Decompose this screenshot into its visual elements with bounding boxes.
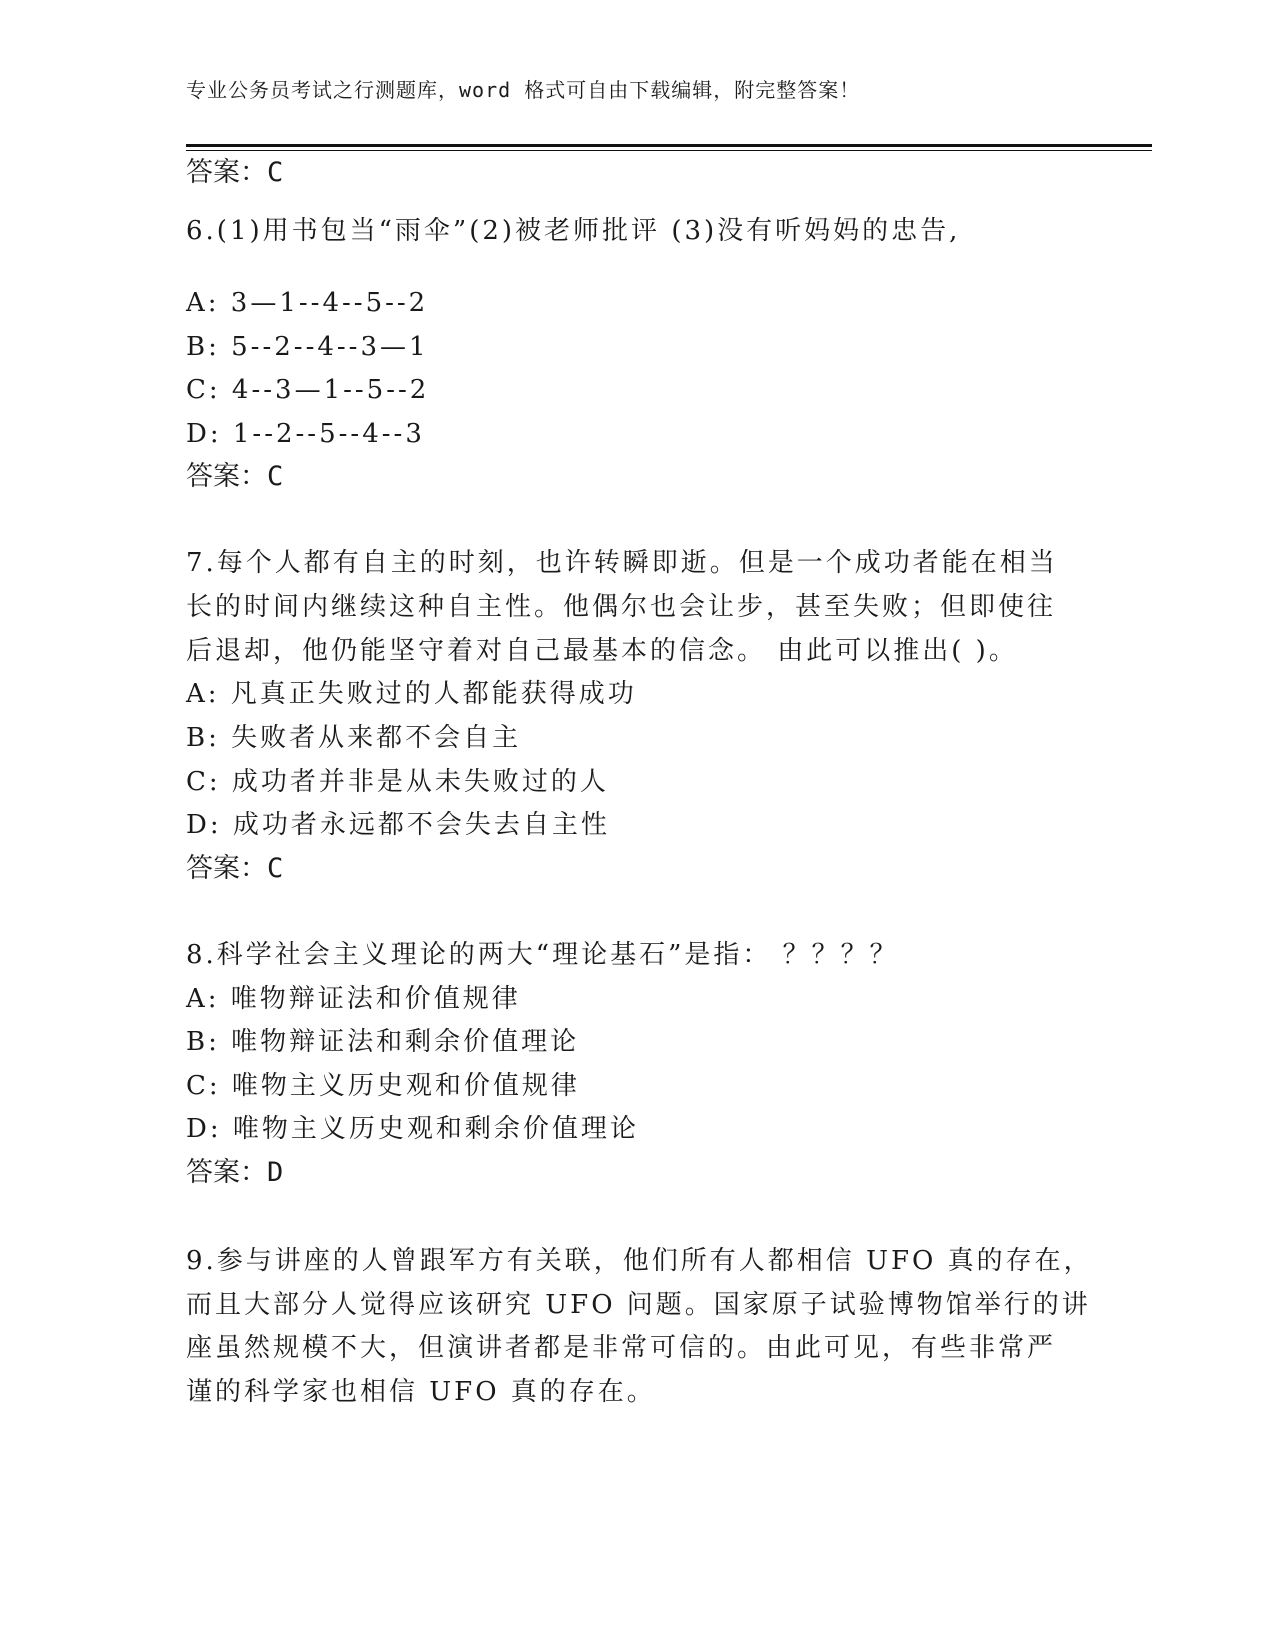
question-7-stem-line-1: 7.每个人都有自主的时刻，也许转瞬即逝。但是一个成功者能在相当 [186, 548, 1058, 578]
question-8-option-c: C: 唯物主义历史观和价值规律 [186, 1071, 580, 1101]
question-7-option-d: D: 成功者永远都不会失去自主性 [186, 810, 610, 840]
header-rule-thin [186, 150, 1152, 151]
question-9-stem-line-4: 谨的科学家也相信 UFO 真的存在。 [186, 1377, 656, 1407]
question-8-option-b: B: 唯物辩证法和剩余价值理论 [186, 1027, 580, 1057]
question-8-option-a: A: 唯物辩证法和价值规律 [186, 984, 521, 1014]
question-7-stem-line-3: 后退却，他仍能坚守着对自己最基本的信念。 由此可以推出( )。 [186, 636, 1018, 666]
question-9-stem-line-2: 而且大部分人觉得应该研究 UFO 问题。国家原子试验博物馆举行的讲 [186, 1290, 1091, 1320]
question-6-option-c: C: 4--3—1--5--2 [186, 375, 430, 405]
question-7-stem-line-2: 长的时间内继续这种自主性。他偶尔也会让步，甚至失败；但即使往 [186, 592, 1057, 622]
question-6-option-b: B: 5--2--4--3—1 [186, 332, 429, 362]
question-7-option-b: B: 失败者从来都不会自主 [186, 723, 522, 753]
question-6-answer: 答案：C [186, 461, 284, 492]
question-8-answer: 答案：D [186, 1157, 284, 1188]
question-6-option-a: A: 3—1--4--5--2 [186, 288, 429, 318]
header-rule-thick [186, 144, 1152, 147]
question-8-stem: 8.科学社会主义理论的两大“理论基石”是指： ？？？？ [186, 940, 899, 970]
question-9-stem-line-3: 座虽然规模不大，但演讲者都是非常可信的。由此可见，有些非常严 [186, 1333, 1057, 1363]
question-7-answer: 答案：C [186, 853, 284, 884]
question-8-option-d: D: 唯物主义历史观和剩余价值理论 [186, 1114, 639, 1144]
question-7-option-c: C: 成功者并非是从未失败过的人 [186, 767, 609, 797]
page-header: 专业公务员考试之行测题库，word 格式可自由下载编辑，附完整答案！ [186, 78, 861, 102]
question-6-option-d: D: 1--2--5--4--3 [186, 419, 425, 449]
answer-line: 答案：C [186, 157, 284, 188]
question-6-stem: 6.(1)用书包当“雨伞”(2)被老师批评 (3)没有听妈妈的忠告, [186, 216, 961, 246]
question-7-option-a: A: 凡真正失败过的人都能获得成功 [186, 679, 637, 709]
question-9-stem-line-1: 9.参与讲座的人曾跟军方有关联，他们所有人都相信 UFO 真的存在， [186, 1246, 1093, 1276]
